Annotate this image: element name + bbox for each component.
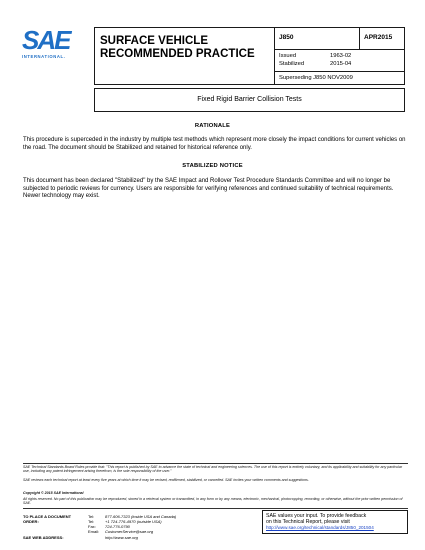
footer-review-paragraph: SAE reviews each technical report at least every five years at which time it may be revised, reaffirmed, stabilized, or cancelled. SAE invites your written comments and suggestions.: [23, 478, 309, 482]
document-type-line2: RECOMMENDED PRACTICE: [100, 48, 255, 60]
feedback-link[interactable]: http://www.sae.org/technical/standards/J850_201504: [266, 525, 374, 530]
tel2-value: +1 724-776-4970 (outside USA): [105, 519, 162, 524]
order-label: TO PLACE A DOCUMENT ORDER:: [23, 514, 72, 524]
superseding-note: Superseding J850 NOV2009: [279, 75, 353, 81]
footer-rights-paragraph: All rights reserved. No part of this publication may be reproduced, stored in a retrieval system or transmitted, in any form or by any means, electronic, mechanical, photocopying, recording, or otherwise, without the prior written permission of SAE.: [23, 497, 403, 506]
issued-value: 1963-02: [330, 53, 352, 59]
document-type: [95, 28, 275, 84]
footer-copyright: Copyright © 2015 SAE International: [23, 491, 84, 495]
footer-divider: [23, 463, 408, 464]
fax-key: Fax:: [88, 524, 96, 529]
tel1-key: Tel:: [88, 514, 95, 519]
tel2-key: Tel:: [88, 519, 95, 524]
email-key: Email:: [88, 529, 100, 534]
sae-logo-subtitle: INTERNATIONAL.: [22, 54, 66, 59]
feedback-line1: SAE values your input. To provide feedback: [266, 513, 367, 519]
tel1-value: 877-606-7323 (inside USA and Canada): [105, 514, 177, 519]
rationale-text: This procedure is superceded in the industry by multiple test methods which represent more closely the impact conditions for current vehicles on the road. The document should be Stabilized and retained for historical reference only.: [23, 137, 406, 151]
stabilized-notice-heading: STABILIZED NOTICE: [182, 163, 243, 169]
stabilized-label: Stabilized: [279, 60, 305, 67]
footer-rules-paragraph: SAE Technical Standards Board Rules provide that: "This report is published by SAE to advance the state of technical and engineering sciences. The use of this report is entirely voluntary, and its applicability and suitability for any particular use, including any patent infringement arising therefrom, is the sole responsibility of the user.": [23, 465, 403, 474]
sae-logo: [22, 27, 68, 59]
feedback-box: [262, 510, 408, 534]
stabilized-notice-text: This document has been declared "Stabilized" by the SAE Impact and Rollover Test Procedure Standards Committee and will no longer be subjected to periodic reviews for currency. Users are responsible for verifying references and continued suitability of technical requirements. Newer technology may exist.: [23, 178, 394, 200]
footer-divider-2: [23, 508, 408, 509]
web-value[interactable]: http://www.sae.org: [105, 535, 138, 540]
web-label: SAE WEB ADDRESS:: [23, 535, 64, 540]
rationale-heading: RATIONALE: [194, 123, 231, 129]
fax-value: 724-776-0790: [105, 524, 130, 529]
document-type-line1: SURFACE VEHICLE: [100, 35, 208, 47]
stabilized-value: 2015-04: [330, 60, 352, 67]
feedback-line2: on this Technical Report, please visit: [266, 519, 350, 525]
document-revision: APR2015: [360, 28, 404, 50]
document-number: J850: [275, 28, 360, 50]
issued-label: Issued: [279, 53, 297, 59]
sae-logo-mark: SAE: [22, 25, 70, 55]
document-header: [94, 27, 405, 85]
document-dates: [275, 50, 404, 72]
document-title: Fixed Rigid Barrier Collision Tests: [94, 88, 405, 112]
email-value[interactable]: CustomerService@sae.org: [105, 529, 154, 534]
